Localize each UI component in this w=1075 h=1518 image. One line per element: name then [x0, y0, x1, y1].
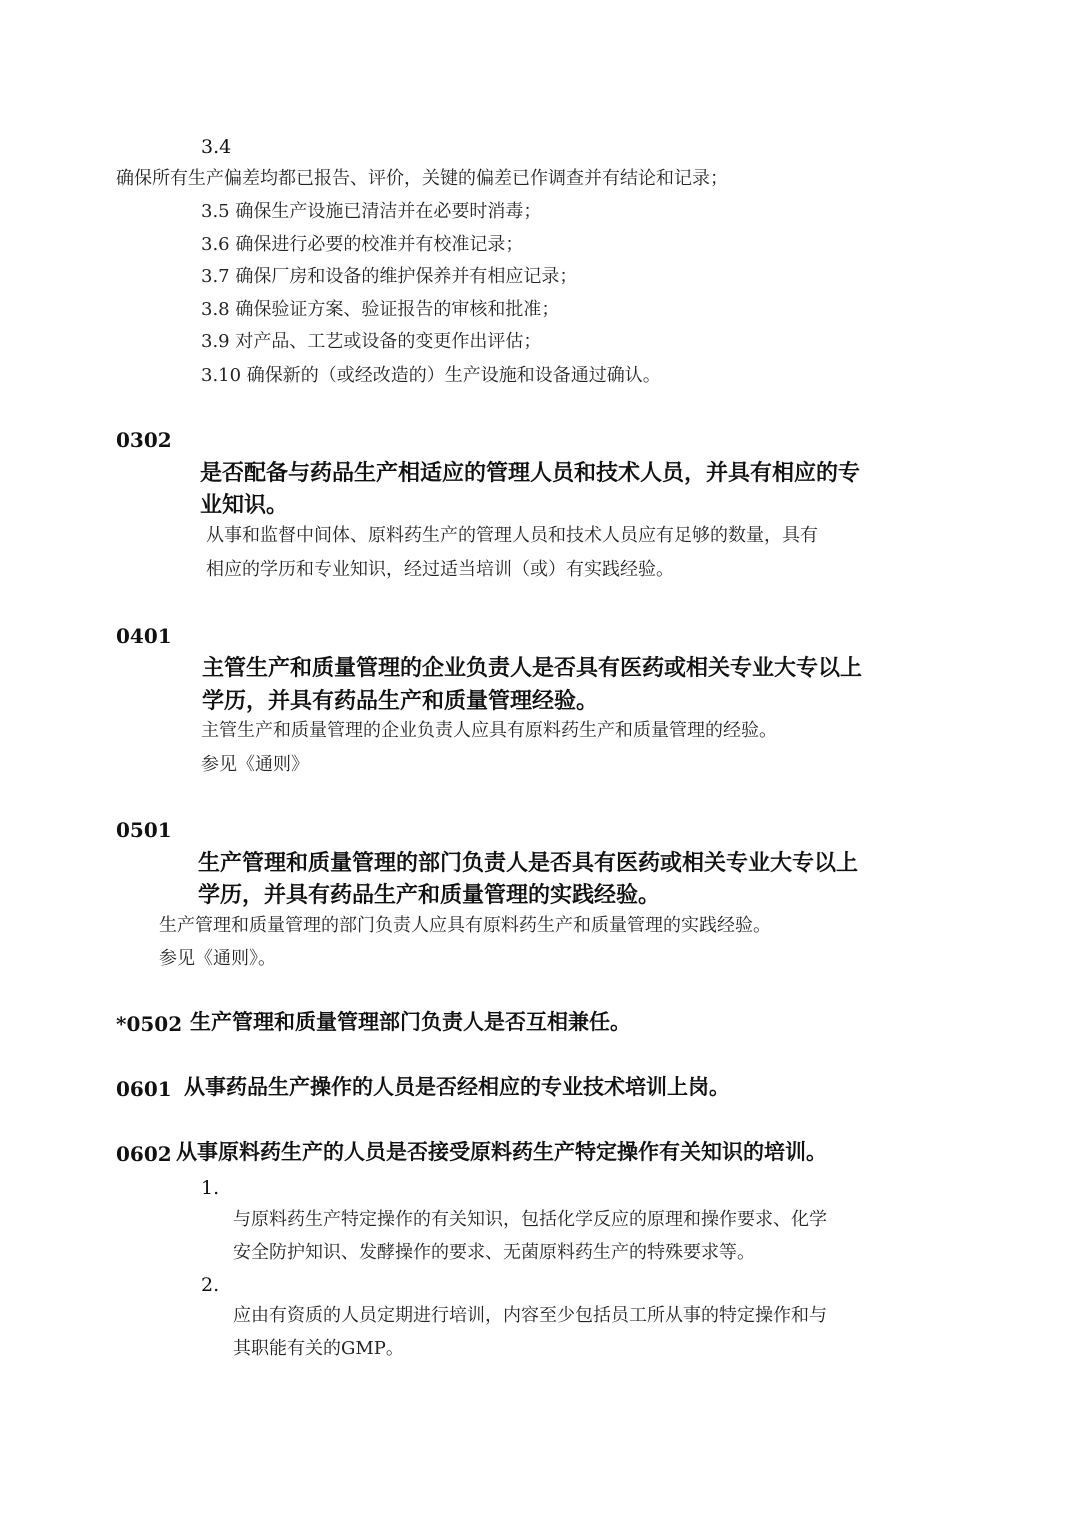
question-0401-line2: 学历，并具有药品生产和质量管理经验。 [202, 688, 599, 714]
item-3-4-number: 3.4 [201, 136, 232, 158]
check-code-0501: 0501 [116, 818, 172, 842]
check-code-0502: *0502 [116, 1012, 183, 1036]
item-3-6: 3.6 确保进行必要的校准并有校准记录； [201, 234, 524, 255]
question-0602: 从事原料药生产的人员是否接受原料药生产特定操作有关知识的培训。 [176, 1139, 827, 1164]
check-code-0602: 0602 [116, 1142, 172, 1166]
point-1-line2: 安全防护知识、发酵操作的要求、无菌原料药生产的特殊要求等。 [233, 1242, 755, 1263]
question-0302-line1: 是否配备与药品生产相适应的管理人员和技术人员，并具有相应的专 [200, 460, 861, 486]
item-3-9: 3.9 对产品、工艺或设备的变更作出评估； [201, 331, 542, 352]
description-0401-line2: 参见《通则》 [201, 754, 309, 775]
point-2-line2: 其职能有关的GMP。 [233, 1338, 404, 1359]
description-0401-line1: 主管生产和质量管理的企业负责人应具有原料药生产和质量管理的经验。 [201, 720, 777, 741]
item-3-7: 3.7 确保厂房和设备的维护保养并有相应记录； [201, 266, 578, 287]
question-0501-line1: 生产管理和质量管理的部门负责人是否具有医药或相关专业大专以上 [198, 850, 859, 876]
description-0302-line1: 从事和监督中间体、原料药生产的管理人员和技术人员应有足够的数量，具有 [206, 525, 818, 546]
question-0601: 从事药品生产操作的人员是否经相应的专业技术培训上岗。 [184, 1074, 730, 1099]
question-0501-line2: 学历，并具有药品生产和质量管理的实践经验。 [198, 882, 661, 908]
item-3-4-text: 确保所有生产偏差均都已报告、评价，关键的偏差已作调查并有结论和记录； [116, 168, 728, 189]
point-2-number: 2. [201, 1274, 220, 1296]
item-3-5: 3.5 确保生产设施已清洁并在必要时消毒； [201, 201, 542, 222]
question-0302-line2: 业知识。 [200, 492, 289, 518]
description-0302-line2: 相应的学历和专业知识，经过适当培训（或）有实践经验。 [206, 559, 674, 580]
check-code-0601: 0601 [116, 1077, 172, 1101]
question-0401-line1: 主管生产和质量管理的企业负责人是否具有医药或相关专业大专以上 [202, 655, 863, 681]
item-3-10: 3.10 确保新的（或经改造的）生产设施和设备通过确认。 [201, 365, 661, 386]
point-1-number: 1. [201, 1177, 220, 1199]
point-1-line1: 与原料药生产特定操作的有关知识，包括化学反应的原理和操作要求、化学 [233, 1209, 827, 1230]
point-2-line1: 应由有资质的人员定期进行培训，内容至少包括员工所从事的特定操作和与 [233, 1305, 827, 1326]
check-code-0401: 0401 [116, 624, 172, 648]
item-3-8: 3.8 确保验证方案、验证报告的审核和批准； [201, 299, 560, 320]
question-0502: 生产管理和质量管理部门负责人是否互相兼任。 [190, 1009, 631, 1034]
description-0501-line1: 生产管理和质量管理的部门负责人应具有原料药生产和质量管理的实践经验。 [159, 915, 771, 936]
check-code-0302: 0302 [116, 428, 172, 452]
description-0501-line2: 参见《通则》。 [159, 948, 276, 969]
